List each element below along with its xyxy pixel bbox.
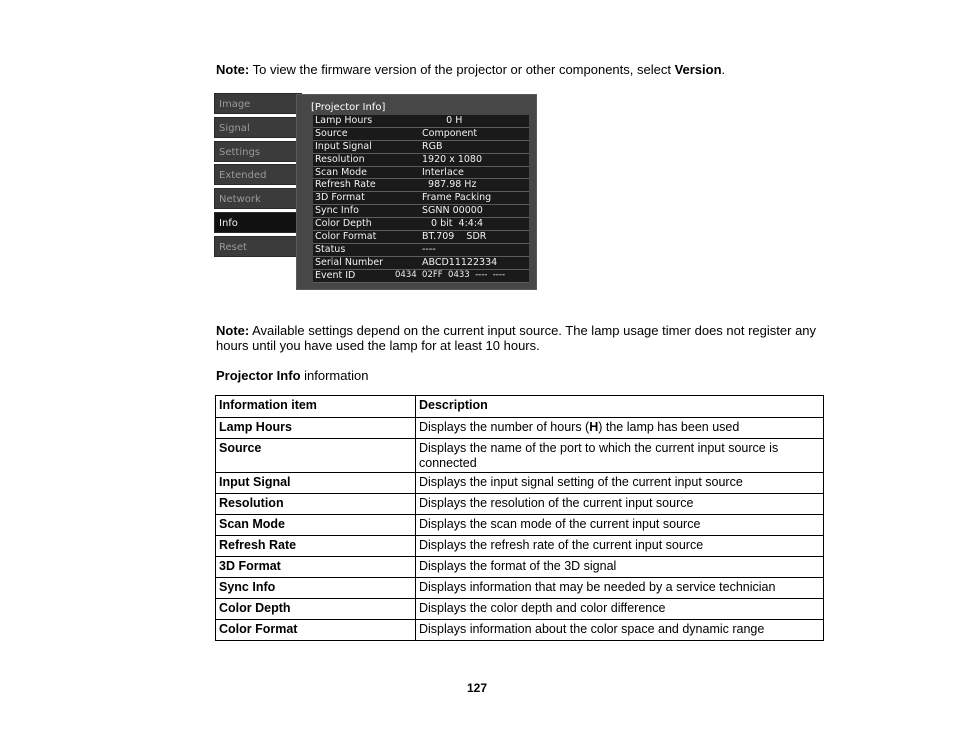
- table-caption: [216, 368, 368, 383]
- note-text: Available settings depend on the current input source. The lamp usage timer does not register any hours until you have used the lamp for at least 10 hours.: [216, 323, 817, 353]
- description-cell: Displays the input signal setting of the current input source: [416, 473, 824, 494]
- osd-menu-item-info: Info: [214, 212, 303, 233]
- description-text: ) the lamp has been used: [598, 420, 740, 434]
- osd-row-key: Lamp Hours: [315, 115, 373, 126]
- osd-row-value: Frame Packing: [422, 192, 492, 204]
- osd-info-row: [313, 218, 529, 231]
- osd-row-value: BT.709 SDR: [422, 231, 487, 243]
- caption-bold: Projector Info: [216, 368, 301, 383]
- osd-info-row: [313, 154, 529, 167]
- description-cell: Displays information about the color space and dynamic range: [416, 620, 824, 641]
- header-information-item: Information item: [216, 396, 416, 418]
- osd-row-key: Source: [315, 127, 348, 139]
- osd-menu-item-reset: Reset: [214, 236, 302, 257]
- note-end: .: [721, 62, 726, 77]
- osd-row-value: ----: [422, 243, 436, 255]
- table-row: [216, 557, 824, 578]
- note-settings: [216, 323, 826, 353]
- osd-row-value: Component: [422, 127, 478, 139]
- projector-info-screenshot: [214, 93, 537, 290]
- table-row: [216, 536, 824, 557]
- table-body: [216, 418, 824, 641]
- description-cell: Displays the name of the port to which the current input source is connected: [416, 439, 824, 473]
- info-item-cell: Refresh Rate: [216, 536, 416, 557]
- osd-row-key: Status: [315, 243, 346, 255]
- osd-row-key: Sync Info: [315, 205, 359, 217]
- table-row: [216, 418, 824, 439]
- table-row: [216, 439, 824, 473]
- table-row: [216, 473, 824, 494]
- osd-row-value: 0 bit 4:4:4: [422, 218, 484, 230]
- osd-row-value: 987.98 Hz: [422, 179, 477, 191]
- info-item-cell: Input Signal: [216, 473, 416, 494]
- table-row: [216, 599, 824, 620]
- info-item-cell: Resolution: [216, 494, 416, 515]
- info-item-cell: Scan Mode: [216, 515, 416, 536]
- info-item-cell: 3D Format: [216, 557, 416, 578]
- osd-info-row: [313, 192, 529, 205]
- osd-row-value: 1920 x 1080: [422, 153, 483, 165]
- info-item-cell: Source: [216, 439, 416, 473]
- osd-menu-item-image: Image: [214, 93, 302, 114]
- info-item-cell: Color Depth: [216, 599, 416, 620]
- projector-info-table: [215, 395, 824, 641]
- osd-row-key: Resolution: [315, 153, 365, 165]
- info-item-cell: Color Format: [216, 620, 416, 641]
- osd-info-row: [313, 231, 529, 244]
- note-label: Note:: [216, 323, 250, 338]
- table-row: [216, 515, 824, 536]
- description-cell: Displays the scan mode of the current input source: [416, 515, 824, 536]
- osd-row-value: ABCD11122334: [422, 256, 498, 268]
- info-item-cell: Lamp Hours: [216, 418, 416, 439]
- osd-row-value: 0434 02FF 0433 ---- ----: [395, 269, 506, 280]
- page-number: 127: [466, 681, 488, 695]
- osd-menu-item-network: Network: [214, 188, 302, 209]
- osd-menu-item-extended: Extended: [214, 164, 302, 185]
- description-text: Displays the number of hours (: [419, 420, 590, 434]
- osd-info-rows: [313, 115, 529, 283]
- osd-info-row: [313, 128, 529, 141]
- note-emphasis: Version: [674, 62, 722, 77]
- header-description: Description: [416, 396, 824, 418]
- osd-row-key: 3D Format: [315, 192, 365, 204]
- osd-menu: [214, 93, 302, 260]
- osd-row-key: Scan Mode: [315, 166, 367, 178]
- description-cell: Displays the resolution of the current input source: [416, 494, 824, 515]
- osd-info-row: [313, 270, 529, 283]
- description-cell: [416, 418, 824, 439]
- table-row: [216, 494, 824, 515]
- description-cell: Displays the format of the 3D signal: [416, 557, 824, 578]
- osd-row-key: Color Depth: [315, 218, 372, 230]
- table-row: [216, 578, 824, 599]
- osd-panel-title: [Projector Info]: [311, 102, 386, 113]
- osd-menu-item-signal: Signal: [214, 117, 302, 138]
- osd-row-value: SGNN 00000: [422, 205, 483, 217]
- osd-info-row: [313, 257, 529, 270]
- osd-info-row: [313, 205, 529, 218]
- osd-row-key: Event ID: [315, 269, 356, 281]
- note-firmware: [216, 62, 826, 78]
- table-row: [216, 620, 824, 641]
- info-item-cell: Sync Info: [216, 578, 416, 599]
- osd-row-value: 0 H: [422, 115, 463, 126]
- osd-info-row: [313, 115, 529, 128]
- osd-row-key: Input Signal: [315, 140, 372, 152]
- osd-row-key: Refresh Rate: [315, 179, 376, 191]
- osd-menu-item-settings: Settings: [214, 141, 302, 162]
- osd-row-value: RGB: [422, 140, 443, 152]
- description-cell: Displays the color depth and color difference: [416, 599, 824, 620]
- note-text: To view the firmware version of the projector or other components, select: [249, 62, 675, 77]
- osd-info-row: [313, 244, 529, 257]
- osd-row-value: Interlace: [422, 166, 464, 178]
- description-cell: Displays the refresh rate of the current input source: [416, 536, 824, 557]
- osd-row-key: Serial Number: [315, 256, 384, 268]
- osd-info-panel: [296, 94, 537, 290]
- caption-rest: information: [300, 368, 369, 383]
- osd-info-row: [313, 167, 529, 180]
- description-cell: Displays information that may be needed by a service technician: [416, 578, 824, 599]
- osd-info-row: [313, 141, 529, 154]
- table-header-row: [216, 396, 824, 418]
- note-label: Note:: [216, 62, 250, 77]
- osd-row-key: Color Format: [315, 231, 377, 243]
- description-emphasis: H: [589, 420, 599, 434]
- osd-info-row: [313, 179, 529, 192]
